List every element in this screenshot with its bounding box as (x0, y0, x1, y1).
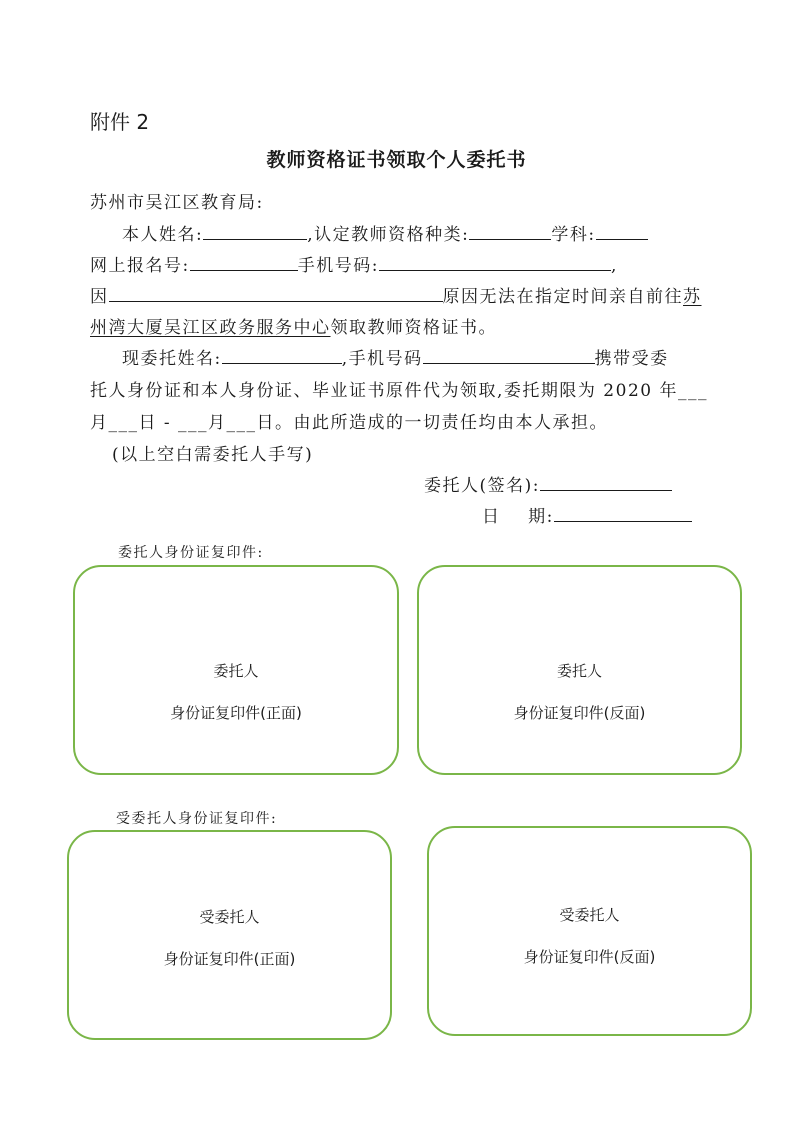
client-id-back-box[interactable] (417, 565, 742, 775)
date-line (482, 502, 692, 527)
line-reason (90, 282, 702, 307)
registration-label: 网上报名号: (90, 256, 190, 276)
trustee-name-label: 现委托姓名: (122, 349, 222, 369)
phone-label: 手机号码: (297, 256, 379, 276)
trustee-phone-label: ,手机号码 (341, 349, 423, 369)
client-id-section-label: 委托人身份证复印件: (118, 545, 264, 561)
trustee-name-blank[interactable] (222, 348, 342, 364)
trustee-phone-blank[interactable] (423, 348, 595, 364)
reason-prefix: 因 (90, 287, 109, 307)
date-blank[interactable] (554, 506, 692, 522)
box-title: 受委托人 (199, 908, 260, 926)
box-caption: 身份证复印件(反面) (513, 704, 646, 722)
qualification-blank[interactable] (469, 224, 551, 240)
reason-blank[interactable] (109, 286, 443, 302)
line-trustee (122, 344, 669, 369)
phone-blank[interactable] (379, 255, 611, 271)
name-blank[interactable] (203, 224, 307, 240)
signature-blank[interactable] (540, 475, 672, 491)
location-start: 苏 (683, 287, 702, 307)
box-caption: 身份证复印件(正面) (163, 950, 296, 968)
line-period: 月___日 - ___月___日。由此所造成的一切责任均由本人承担。 (90, 413, 609, 433)
carry-text: 携带受委 (594, 349, 669, 369)
location-name: 州湾大厦吴江区政务服务中心 (90, 318, 331, 338)
name-label: 本人姓名: (122, 225, 204, 245)
comma: , (610, 256, 618, 276)
handwrite-note: (以上空白需委托人手写) (112, 445, 314, 465)
collect-text: 领取教师资格证书。 (330, 318, 497, 338)
recipient: 苏州市吴江区教育局: (90, 193, 264, 213)
signature-label: 委托人(签名): (424, 476, 540, 496)
registration-blank[interactable] (190, 255, 298, 271)
box-title: 委托人 (213, 662, 259, 680)
line-name (122, 220, 648, 245)
line-location (90, 313, 497, 338)
trustee-id-section-label: 受委托人身份证复印件: (116, 811, 278, 827)
box-title: 受委托人 (559, 906, 620, 924)
date-label: 日 期: (482, 507, 554, 527)
box-caption: 身份证复印件(正面) (170, 704, 302, 722)
box-title: 委托人 (556, 662, 602, 680)
line-registration (90, 251, 618, 276)
attachment-label: 附件 2 (90, 110, 150, 134)
document-title: 教师资格证书领取个人委托书 (266, 149, 527, 171)
client-id-front-box[interactable] (73, 565, 399, 775)
trustee-id-back-box[interactable] (427, 826, 752, 1036)
trustee-id-front-box[interactable] (67, 830, 392, 1040)
box-caption: 身份证复印件(反面) (523, 948, 656, 966)
qualification-label: ,认定教师资格种类: (307, 225, 470, 245)
reason-text: 原因无法在指定时间亲自前往 (442, 287, 683, 307)
signature-line (424, 471, 672, 496)
line-documents: 托人身份证和本人身份证、毕业证书原件代为领取,委托期限为 2020 年___ (90, 381, 708, 401)
subject-blank[interactable] (596, 224, 648, 240)
subject-label: 学科: (551, 225, 596, 245)
